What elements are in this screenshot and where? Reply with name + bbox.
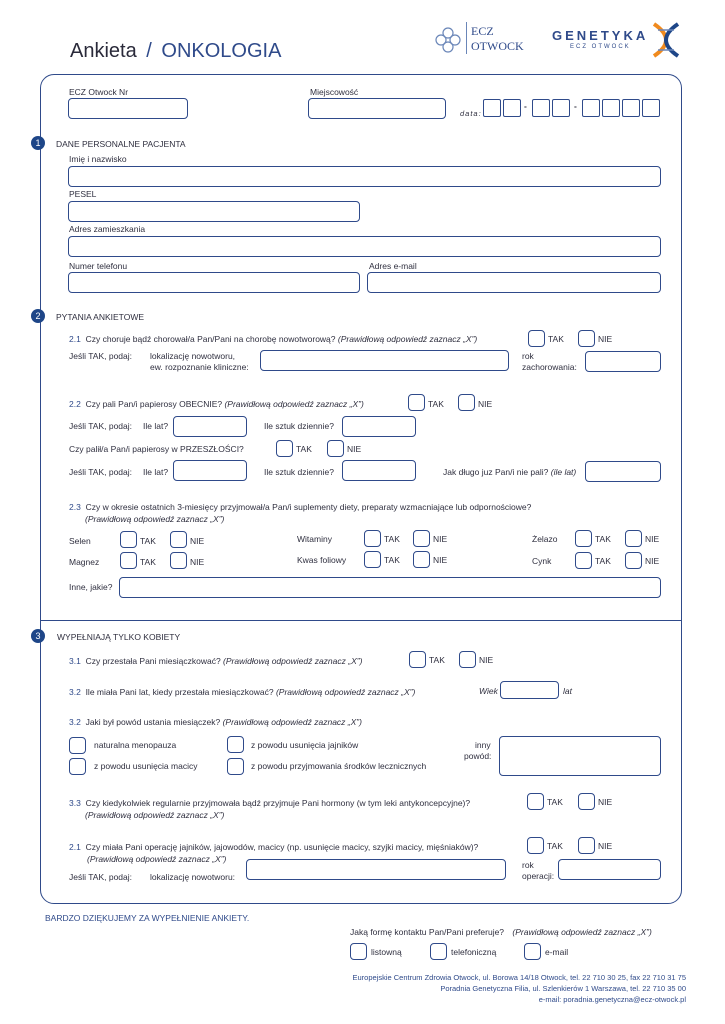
q21-year-label-2: zachorowania:: [522, 362, 577, 372]
ecz-number-label: ECZ Otwock Nr: [69, 87, 129, 97]
q33-hint: (Prawidłową odpowiedź zaznacz „X”): [85, 810, 225, 820]
selen-nie-label: NIE: [190, 536, 205, 546]
q21-hint: (Prawidłową odpowiedź zaznacz „X”): [337, 334, 478, 344]
witaminy-label: Witaminy: [297, 534, 332, 544]
q21-location-label-2: ew. rozpoznanie kliniczne:: [150, 362, 249, 372]
q21-location-label-1: lokalizację nowotworu,: [150, 351, 236, 361]
title-separator: /: [146, 40, 152, 62]
q22-if-label: Jeśli TAK, podaj:: [69, 421, 132, 431]
contact-phone-label: telefoniczną: [451, 947, 497, 957]
contact-phone-checkbox[interactable]: [430, 943, 447, 960]
contact-question: [350, 928, 652, 937]
other-reason-input[interactable]: [499, 736, 661, 776]
q22-hint: (Prawidłową odpowiedź zaznacz „X”): [224, 399, 364, 409]
q21-nie-checkbox[interactable]: [578, 330, 595, 347]
magnez-nie-checkbox[interactable]: [170, 552, 187, 569]
q33-tak-checkbox[interactable]: [527, 793, 544, 810]
q22-years-input[interactable]: [173, 416, 247, 437]
q22-nie-label: NIE: [478, 399, 493, 409]
section-2-title: PYTANIA ANKIETOWE: [56, 312, 145, 322]
q33-tak-label: TAK: [547, 797, 563, 807]
q32-age-input[interactable]: [500, 681, 559, 699]
kwas-nie-label: NIE: [433, 555, 448, 565]
inne-input[interactable]: [119, 577, 661, 598]
q33-nie-checkbox[interactable]: [578, 793, 595, 810]
date-digit[interactable]: [602, 99, 620, 117]
section-1-title: DANE PERSONALNE PACJENTA: [56, 139, 186, 149]
ecz-logo: [432, 22, 532, 56]
q32b-hint: (Prawidłową odpowiedź zaznacz „X”): [222, 717, 362, 727]
q33-question: [69, 798, 470, 808]
q21-if-label: Jeśli TAK, podaj:: [69, 351, 132, 361]
opt-medication-checkbox[interactable]: [227, 758, 244, 775]
title-prefix: Ankieta: [70, 40, 137, 62]
cynk-nie-checkbox[interactable]: [625, 552, 642, 569]
contact-letter-checkbox[interactable]: [350, 943, 367, 960]
title-main: ONKOLOGIA: [161, 40, 282, 62]
selen-label: Selen: [69, 536, 91, 546]
pesel-input[interactable]: [68, 201, 360, 222]
q31-question: [69, 656, 362, 666]
name-label: Imię i nazwisko: [69, 154, 127, 164]
selen-tak-checkbox[interactable]: [120, 531, 137, 548]
ecz-number-input[interactable]: [68, 98, 188, 119]
kwas-tak-label: TAK: [384, 555, 400, 565]
ecz-logo-line2: OTWOCK: [471, 39, 524, 53]
kwas-nie-checkbox[interactable]: [413, 551, 430, 568]
zelazo-nie-checkbox[interactable]: [625, 530, 642, 547]
opt-uterus-label: z powodu usunięcia macicy: [94, 761, 198, 771]
q31-number: 3.1: [69, 656, 81, 666]
inne-label: Inne, jakie?: [69, 582, 113, 592]
q21b-tak-label: TAK: [547, 841, 563, 851]
q31-nie-checkbox[interactable]: [459, 651, 476, 668]
witaminy-tak-label: TAK: [384, 534, 400, 544]
q21-question: [69, 334, 477, 344]
magnez-tak-label: TAK: [140, 557, 156, 567]
date-digit[interactable]: [622, 99, 640, 117]
q32b-text: Jaki był powód ustania miesiączek?: [85, 717, 221, 727]
witaminy-nie-checkbox[interactable]: [413, 530, 430, 547]
q21b-question: [69, 842, 478, 852]
kwas-label: Kwas foliowy: [297, 555, 347, 565]
opt-menopause-label: naturalna menopauza: [94, 740, 177, 750]
q22-daily-input[interactable]: [342, 416, 416, 437]
q22-past-if-label: Jeśli TAK, podaj:: [69, 467, 132, 477]
zelazo-tak-label: TAK: [595, 534, 611, 544]
address-label: Adres zamieszkania: [69, 224, 146, 234]
q33-number: 3.3: [69, 798, 81, 808]
witaminy-tak-checkbox[interactable]: [364, 530, 381, 547]
date-digit[interactable]: [503, 99, 521, 117]
cynk-tak-label: TAK: [595, 556, 611, 566]
q22-text: Czy pali Pan/i papierosy OBECNIE?: [85, 399, 223, 409]
q23-question: [69, 502, 531, 512]
q22-past-tak-label: TAK: [296, 444, 312, 454]
q32-hint: (Prawidłową odpowiedź zaznacz „X”): [275, 687, 416, 697]
date-dash: -: [524, 101, 527, 111]
q32-text: Ile miała Pani lat, kiedy przestała miesiączkować?: [85, 687, 274, 697]
section-1-number: 1: [31, 136, 45, 150]
q31-tak-label: TAK: [429, 655, 445, 665]
q22-since-hint: (ile lat): [550, 467, 577, 477]
q22-past-daily-input[interactable]: [342, 460, 416, 481]
q22-since-input[interactable]: [585, 461, 661, 482]
footer-address-1: Europejskie Centrum Zdrowia Otwock, ul. Borowa 14/18 Otwock, tel. 22 710 30 25, fax 22 710 31 75: [352, 973, 686, 982]
op-year-input[interactable]: [558, 859, 661, 880]
genetyka-logo-name: GENETYKA: [552, 28, 649, 43]
thanks-text: BARDZO DZIĘKUJEMY ZA WYPEŁNIENIE ANKIETY.: [45, 913, 250, 923]
magnez-nie-label: NIE: [190, 557, 205, 567]
date-label: data:: [460, 109, 482, 118]
contact-letter-label: listowną: [371, 947, 402, 957]
q21b-nie-label: NIE: [598, 841, 613, 851]
date-digit[interactable]: [483, 99, 501, 117]
genetyka-logo-sub: ECZ OTWOCK: [570, 44, 631, 50]
q22-past-tak-checkbox[interactable]: [276, 440, 293, 457]
op-year-label-1: rok: [522, 860, 534, 870]
zelazo-tak-checkbox[interactable]: [575, 530, 592, 547]
q33-text: Czy kiedykolwiek regularnie przyjmowała bądź przyjmuje Pani hormony (w tym leki antykoncepcyjne)?: [85, 798, 471, 808]
witaminy-nie-label: NIE: [433, 534, 448, 544]
opt-menopause-checkbox[interactable]: [69, 737, 86, 754]
q32-number: 3.2: [69, 687, 81, 697]
cynk-tak-checkbox[interactable]: [575, 552, 592, 569]
q31-nie-label: NIE: [479, 655, 494, 665]
city-input[interactable]: [308, 98, 446, 119]
q22-since-text: Jak długo juz Pan/i nie pali?: [443, 467, 549, 477]
q22-past-years-label: Ile lat?: [143, 467, 169, 477]
q22-past-question: Czy palił/a Pan/i papierosy w PRZESZŁOŚCI?: [69, 444, 244, 454]
q21-number: 2.1: [69, 334, 81, 344]
section-3-number: 3: [31, 629, 45, 643]
cynk-nie-label: NIE: [645, 556, 660, 566]
section-2-number: 2: [31, 309, 45, 323]
phone-label: Numer telefonu: [69, 261, 128, 271]
q21-tak-label: TAK: [548, 334, 564, 344]
opt-ovaries-label: z powodu usunięcia jajników: [251, 740, 359, 750]
op-location-label: lokalizację nowotworu:: [150, 872, 236, 882]
op-if-label: Jeśli TAK, podaj:: [69, 872, 132, 882]
zelazo-label: Żelazo: [532, 534, 558, 544]
q23-number: 2.3: [69, 502, 81, 512]
q22-nie-checkbox[interactable]: [458, 394, 475, 411]
q22-past-nie-checkbox[interactable]: [327, 440, 344, 457]
date-digit[interactable]: [582, 99, 600, 117]
address-input[interactable]: [68, 236, 661, 257]
q21-year-label-1: rok: [522, 351, 534, 361]
footer-address-2: Poradnia Genetyczna Filia, ul. Szlenkierów 1 Warszawa, tel. 22 710 35 00: [440, 984, 686, 993]
op-location-input[interactable]: [246, 859, 506, 880]
other-reason-label-2: powód:: [464, 751, 492, 761]
email-label: Adres e-mail: [369, 261, 417, 271]
genetyka-logo: [552, 22, 692, 58]
pesel-label: PESEL: [69, 189, 97, 199]
q22-since-label: [443, 468, 576, 477]
q22-past-nie-label: NIE: [347, 444, 362, 454]
q32b-number: 3.2: [69, 717, 81, 727]
opt-uterus-checkbox[interactable]: [69, 758, 86, 775]
cynk-label: Cynk: [532, 556, 552, 566]
contact-email-label: e-mail: [545, 947, 569, 957]
kwas-tak-checkbox[interactable]: [364, 551, 381, 568]
footer-email[interactable]: e-mail: poradnia.genetyczna@ecz-otwock.pl: [538, 995, 686, 1004]
q22-number: 2.2: [69, 399, 81, 409]
name-input[interactable]: [68, 166, 661, 187]
date-digit[interactable]: [532, 99, 550, 117]
q31-text: Czy przestała Pani miesiączkować?: [85, 656, 221, 666]
ecz-logo-line1: ECZ: [471, 24, 494, 38]
q23-hint: (Prawidłową odpowiedź zaznacz „X”): [85, 514, 225, 524]
dna-icon: [648, 22, 684, 58]
magnez-label: Magnez: [69, 557, 100, 567]
q33-nie-label: NIE: [598, 797, 613, 807]
q32-years-label: lat: [563, 686, 572, 696]
contact-question-text: Jaką formę kontaktu Pan/Pani preferuje?: [350, 927, 505, 937]
phone-input[interactable]: [68, 272, 360, 293]
q21b-nie-checkbox[interactable]: [578, 837, 595, 854]
q22-tak-label: TAK: [428, 399, 444, 409]
contact-email-checkbox[interactable]: [524, 943, 541, 960]
section-3-title: WYPEŁNIAJĄ TYLKO KOBIETY: [57, 632, 181, 642]
zelazo-nie-label: NIE: [645, 534, 660, 544]
date-digit[interactable]: [552, 99, 570, 117]
q32-age-label: Wiek: [479, 686, 498, 696]
section-divider: [40, 620, 682, 621]
contact-hint: (Prawidłową odpowiedź zaznacz „X”): [512, 927, 652, 937]
op-year-label-2: operacji:: [522, 871, 555, 881]
q21-location-input[interactable]: [260, 350, 509, 371]
q22-tak-checkbox[interactable]: [408, 394, 425, 411]
magnez-tak-checkbox[interactable]: [120, 552, 137, 569]
q23-text: Czy w okresie ostatnich 3-miesięcy przyjmował/a Pan/i suplementy diety, preparaty wzmacniające lub odpornościowe?: [85, 502, 532, 512]
q32-question: [69, 687, 415, 697]
q21-year-input[interactable]: [585, 351, 661, 372]
q21-tak-checkbox[interactable]: [528, 330, 545, 347]
q21-nie-label: NIE: [598, 334, 613, 344]
q21b-number: 2.1: [69, 842, 81, 852]
city-label: Miejscowość: [310, 87, 359, 97]
clover-icon: [432, 24, 464, 56]
q31-hint: (Prawidłową odpowiedź zaznacz „X”): [223, 656, 363, 666]
q31-tak-checkbox[interactable]: [409, 651, 426, 668]
q21b-hint: (Prawidłową odpowiedź zaznacz „X”): [87, 854, 227, 864]
q22-question: [69, 399, 364, 409]
q32b-question: [69, 717, 362, 727]
q21-text: Czy choruje bądź chorował/a Pan/Pani na chorobę nowotworową?: [85, 334, 336, 344]
selen-nie-checkbox[interactable]: [170, 531, 187, 548]
page-title: [70, 40, 281, 63]
q22-past-years-input[interactable]: [173, 460, 247, 481]
q21b-tak-checkbox[interactable]: [527, 837, 544, 854]
opt-medication-label: z powodu przyjmowania środków lecznicznych: [251, 761, 427, 771]
date-digit[interactable]: [642, 99, 660, 117]
form-frame: [40, 74, 682, 904]
selen-tak-label: TAK: [140, 536, 156, 546]
q22-years-label: Ile lat?: [143, 421, 169, 431]
date-dash: -: [574, 101, 577, 111]
opt-ovaries-checkbox[interactable]: [227, 736, 244, 753]
q22-past-daily-label: Ile sztuk dziennie?: [264, 467, 334, 477]
q22-daily-label: Ile sztuk dziennie?: [264, 421, 334, 431]
email-input[interactable]: [367, 272, 661, 293]
q21b-text: Czy miała Pani operację jajników, jajowodów, macicy (np. usunięcie macicy, szyjki macicy, mięśniaków)?: [85, 842, 479, 852]
other-reason-label-1: inny: [475, 740, 491, 750]
